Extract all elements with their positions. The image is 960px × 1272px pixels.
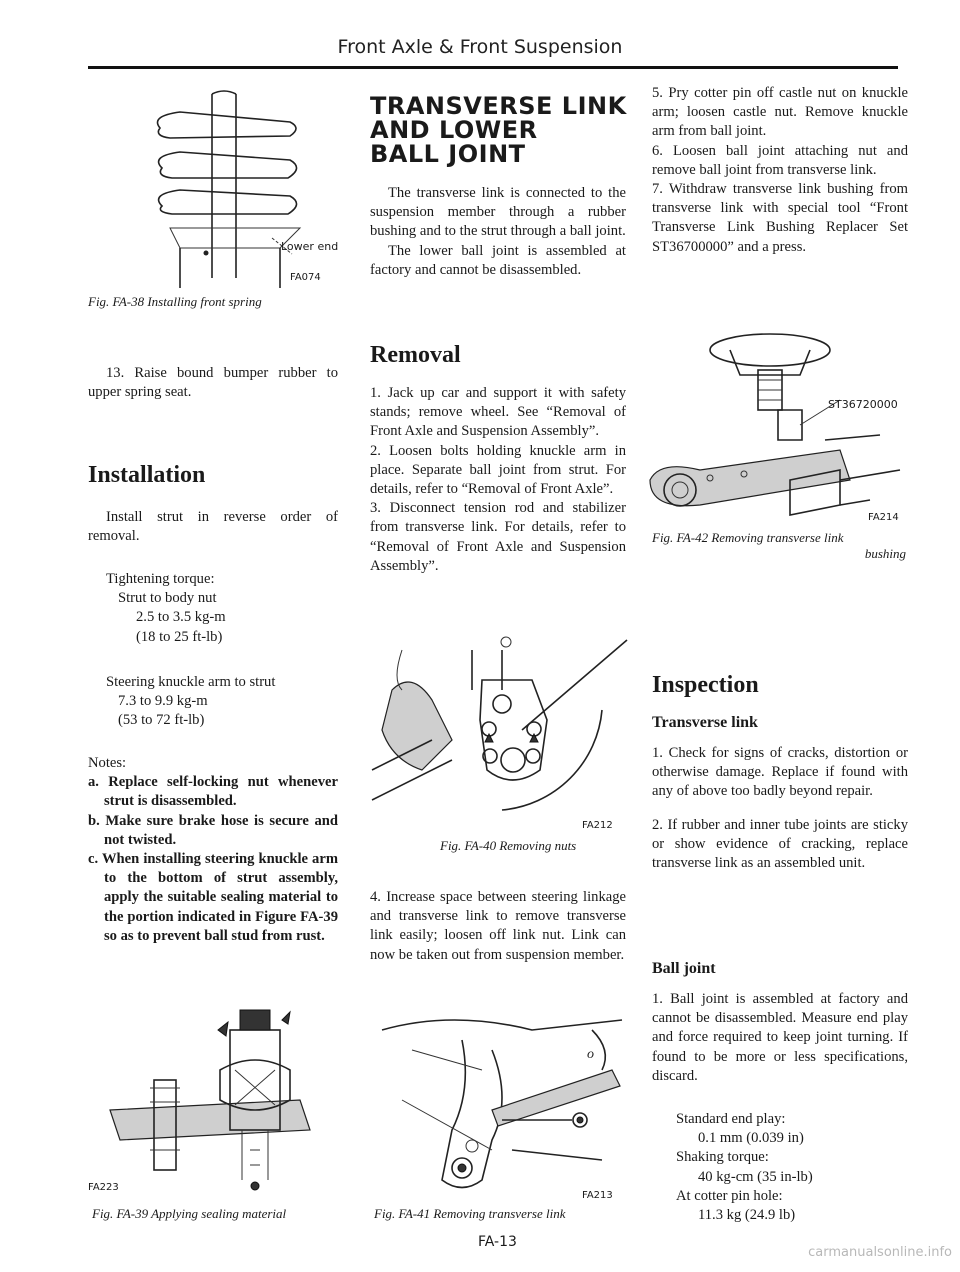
transverse-link-heading: Transverse link (652, 714, 758, 731)
fa42-tool-label: ST36720000 (828, 398, 898, 411)
ball-joint-heading: Ball joint (652, 960, 716, 977)
installation-text: Install strut in reverse order of removal. (88, 509, 338, 545)
figure-fa39-sealing-material (110, 1010, 340, 1190)
inspection-item-1: 1. Check for signs of cracks, distortion or otherwise damage. Replace if found with any of above too badly beyond repair. (652, 745, 908, 800)
torque-1-imperial: (18 to 25 ft-lb) (136, 628, 223, 645)
section-title-line-3: BALL JOINT (370, 140, 526, 168)
fa38-lower-end-label: Lower end (281, 240, 339, 253)
section-title-line-2: AND LOWER (370, 116, 538, 144)
torque-2-name: Steering knuckle arm to strut (106, 673, 276, 690)
fa41-code: FA213 (582, 1190, 613, 1201)
section-title-line-1: TRANSVERSE LINK (370, 92, 627, 120)
removal-steps-5-7 (652, 84, 908, 257)
inspection-heading: Inspection (652, 672, 759, 698)
removal-steps-1-3 (370, 384, 626, 576)
spec-cotter-value: 11.3 kg (24.9 lb) (698, 1207, 796, 1224)
removal-step-4-block (370, 888, 626, 965)
figure-fa42-removing-bushing (640, 330, 900, 530)
removal-step-4: 4. Increase space between steering linkage and transverse link to remove transverse link easily; loosen off link nut. Link can now be taken out from suspension member. (370, 889, 626, 963)
removal-step-3: 3. Disconnect tension rod and stabilizer from transverse link. For details, refer to “Removal of Front Axle and Suspension Assembly”. (370, 500, 626, 574)
fa42-code: FA214 (868, 512, 899, 523)
page-number: FA-13 (478, 1234, 517, 1250)
note-c: c. When installing steering knuckle arm to the bottom of strut assembly, apply the suitable sealing material to the portion indicated in Figure FA-39 so as to prevent ball stud from rust. (88, 851, 338, 944)
torque-spec-block (88, 570, 338, 730)
removal-step-6: 6. Loosen ball joint attaching nut and remove ball joint from transverse link. (652, 142, 908, 178)
ball-joint-item-1: 1. Ball joint is assembled at factory and cannot be disassembled. Measure end play and force required to keep joint turning. If found to be more or less specifications, discard. (652, 991, 908, 1084)
spec-cotter-label: At cotter pin hole: (676, 1187, 783, 1204)
ball-joint-specs (676, 1110, 908, 1225)
note-b: b. Make sure brake hose is secure and not twisted. (88, 812, 338, 848)
figure-fa40-removing-nuts (372, 630, 628, 830)
torque-1-metric: 2.5 to 3.5 kg-m (136, 609, 226, 626)
page-header-title: Front Axle & Front Suspension (337, 36, 623, 58)
torque-2-imperial: (53 to 72 ft-lb) (118, 712, 205, 729)
notes-block (88, 754, 338, 946)
svg-text:o: o (587, 1047, 594, 1062)
notes-heading: Notes: (88, 755, 127, 771)
fa38-caption: Fig. FA-38 Installing front spring (88, 294, 262, 309)
torque-1-name: Strut to body nut (118, 590, 217, 607)
fa39-caption: Fig. FA-39 Applying sealing material (92, 1206, 287, 1221)
fa42-caption-line-1: Fig. FA-42 Removing transverse link (652, 530, 844, 545)
header-rule (88, 66, 898, 69)
figure-fa41-removing-transverse-link (372, 1010, 628, 1200)
intro-paragraph-1: The transverse link is connected to the suspension member through a rubber bushing and to the strut through a ball joint. (370, 185, 626, 240)
removal-step-5: 5. Pry cotter pin off castle nut on knuckle arm; loosen castle nut. Remove knuckle arm from ball joint. (652, 85, 908, 140)
ball-joint-block (652, 990, 908, 1086)
removal-heading: Removal (370, 342, 461, 368)
step-13: 13. Raise bound bumper rubber to upper spring seat. (88, 365, 338, 401)
torque-heading: Tightening torque: (106, 571, 215, 587)
torque-2-metric: 7.3 to 9.9 kg-m (118, 693, 208, 710)
inspection-item-2: 2. If rubber and inner tube joints are sticky or show evidence of cracking, replace transverse link as an assembled unit. (652, 816, 908, 872)
spec-shaking-value: 40 kg-cm (35 in-lb) (698, 1168, 813, 1185)
fa41-caption: Fig. FA-41 Removing transverse link (374, 1206, 566, 1221)
note-a: a. Replace self-locking nut whenever strut is disassembled. (88, 774, 338, 810)
intro-block (370, 184, 626, 280)
fa40-caption: Fig. FA-40 Removing nuts (440, 838, 577, 853)
figure-fa38-front-spring (140, 88, 340, 288)
fa42-caption (652, 530, 906, 562)
removal-step-1: 1. Jack up car and support it with safety stands; remove wheel. See “Removal of Front Axle and Suspension Assembly”. (370, 385, 626, 440)
intro-paragraph-2: The lower ball joint is assembled at factory and cannot be disassembled. (370, 242, 626, 278)
removal-step-2: 2. Loosen bolts holding knuckle arm in place. Separate ball joint from strut. For details, refer to “Removal of Front Axle”. (370, 442, 626, 498)
section-title (370, 94, 627, 166)
fa40-code: FA212 (582, 820, 613, 831)
spec-end-play-label: Standard end play: (676, 1111, 786, 1127)
installation-text-block (88, 508, 338, 546)
spec-shaking-label: Shaking torque: (676, 1149, 769, 1166)
spec-end-play-value: 0.1 mm (0.039 in) (698, 1130, 804, 1147)
removal-step-7: 7. Withdraw transverse link bushing from transverse link with special tool “Front Transverse Link Bushing Replacer Set ST36700000” and a press. (652, 181, 908, 255)
fa42-caption-line-2: bushing (864, 546, 906, 561)
installation-heading: Installation (88, 462, 206, 488)
fa38-code: FA074 (290, 272, 321, 283)
fa39-code: FA223 (88, 1182, 119, 1193)
inspection-transverse-link-block (652, 744, 908, 873)
watermark: carmanualsonline.info (808, 1245, 952, 1260)
col1-step13-block (88, 364, 338, 402)
